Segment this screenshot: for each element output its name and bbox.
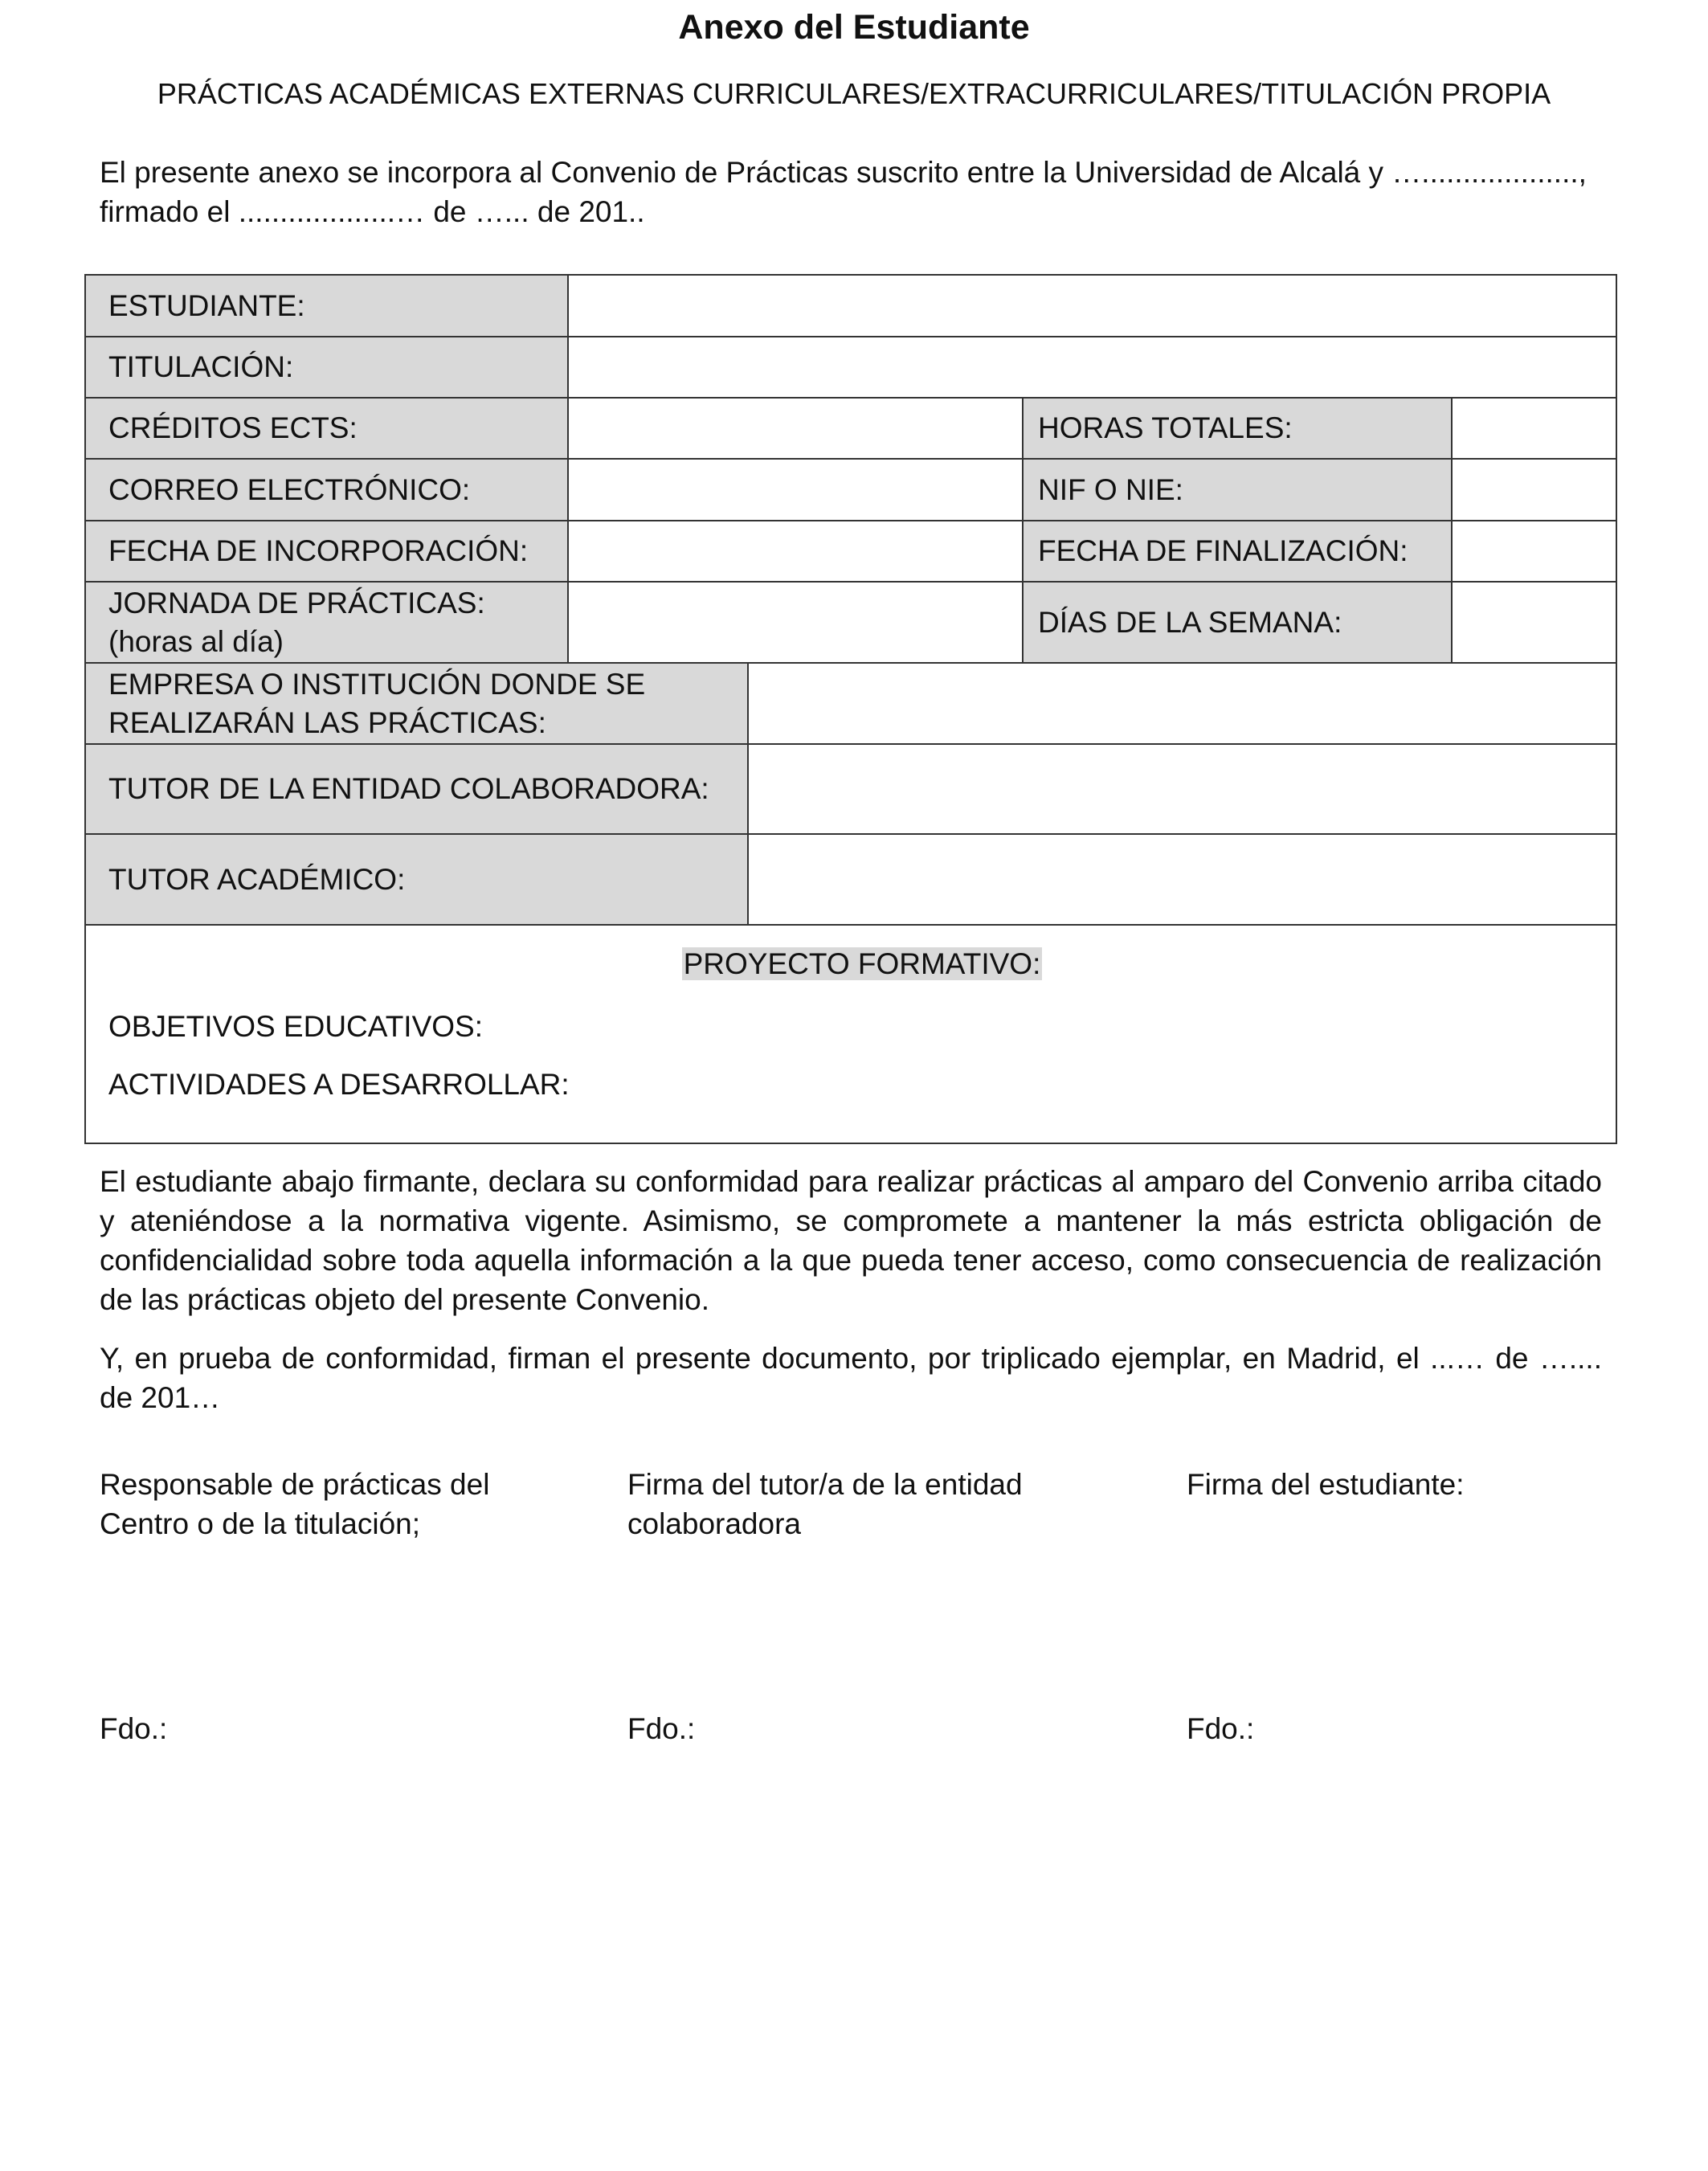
signature-responsable [100, 1465, 489, 1543]
table-row [85, 744, 1616, 834]
correo-label: CORREO ELECTRÓNICO: [85, 459, 568, 521]
dias-semana-field[interactable] [1452, 582, 1616, 663]
fdo-responsable: Fdo.: [100, 1712, 168, 1745]
empresa-field[interactable] [748, 663, 1616, 744]
proyecto-formativo-title: PROYECTO FORMATIVO: [683, 947, 1041, 980]
correo-field[interactable] [568, 459, 1023, 521]
fecha-finalizacion-label: FECHA DE FINALIZACIÓN: [1023, 521, 1452, 582]
tutor-line-2: colaboradora [627, 1507, 801, 1540]
table-row [85, 663, 1616, 744]
table-row [85, 834, 1616, 925]
empresa-label-line-2: REALIZARÁN LAS PRÁCTICAS: [108, 705, 546, 739]
tutor-academico-label: TUTOR ACADÉMICO: [85, 834, 748, 925]
jornada-label-line-1: JORNADA DE PRÁCTICAS: [108, 586, 485, 619]
table-row [85, 337, 1616, 398]
tutor-entidad-label: TUTOR DE LA ENTIDAD COLABORADORA: [85, 744, 748, 834]
fecha-finalizacion-field[interactable] [1452, 521, 1616, 582]
intro-line-1: El presente anexo se incorpora al Convenio de Prácticas suscrito entre la Universidad de Alcalá y …..................., [100, 156, 1587, 189]
declaration-line-3: confidencialidad sobre toda aquella información a la que pueda tener acceso, como consecuencia de realización [100, 1244, 1602, 1277]
intro-paragraph [100, 153, 1602, 231]
tutor-entidad-field[interactable] [748, 744, 1616, 834]
signature-estudiante [1187, 1465, 1465, 1504]
responsable-line-2: Centro o de la titulación; [100, 1507, 421, 1540]
proyecto-formativo-heading [108, 945, 1616, 983]
empresa-label-line-1: EMPRESA O INSTITUCIÓN DONDE SE [108, 667, 646, 701]
signature-tutor [627, 1465, 1023, 1543]
horas-totales-label: HORAS TOTALES: [1023, 398, 1452, 459]
declaration-paragraph [100, 1162, 1602, 1319]
proyecto-formativo-cell[interactable] [85, 925, 1616, 1143]
intro-line-2: firmado el ...................… de …... de 201.. [100, 195, 645, 228]
empresa-label [85, 663, 748, 744]
estudiante-label: ESTUDIANTE: [85, 275, 568, 337]
titulacion-label: TITULACIÓN: [85, 337, 568, 398]
fecha-incorporacion-label: FECHA DE INCORPORACIÓN: [85, 521, 568, 582]
table-row [85, 521, 1616, 582]
tutor-academico-field[interactable] [748, 834, 1616, 925]
conformity-line-1: Y, en prueba de conformidad, firman el presente documento, por triplicado ejemplar, en Madrid, el ...… de ….... [100, 1342, 1602, 1375]
objetivos-label: OBJETIVOS EDUCATIVOS: [108, 1010, 484, 1043]
table-row [85, 398, 1616, 459]
titulacion-field[interactable] [568, 337, 1616, 398]
dias-semana-label: DÍAS DE LA SEMANA: [1023, 582, 1452, 663]
table-row [85, 459, 1616, 521]
jornada-label [85, 582, 568, 663]
document-title: Anexo del Estudiante [678, 8, 1030, 47]
fdo-estudiante: Fdo.: [1187, 1712, 1255, 1745]
actividades-label: ACTIVIDADES A DESARROLLAR: [108, 1068, 570, 1101]
fecha-incorporacion-field[interactable] [568, 521, 1023, 582]
table-row [85, 925, 1616, 1143]
fdo-tutor: Fdo.: [627, 1712, 696, 1745]
jornada-label-line-2: (horas al día) [108, 624, 284, 658]
creditos-label: CRÉDITOS ECTS: [85, 398, 568, 459]
estudiante-field[interactable] [568, 275, 1616, 337]
tutor-line-1: Firma del tutor/a de la entidad [627, 1468, 1023, 1501]
jornada-field[interactable] [568, 582, 1023, 663]
horas-totales-field[interactable] [1452, 398, 1616, 459]
table-row [85, 275, 1616, 337]
declaration-line-2: y ateniéndose a la normativa vigente. Asimismo, se compromete a mantener la más estricta obligación de [100, 1204, 1602, 1237]
declaration-line-4: de las prácticas objeto del presente Convenio. [100, 1283, 709, 1316]
responsable-line-1: Responsable de prácticas del [100, 1468, 490, 1501]
table-row [85, 582, 1616, 663]
conformity-paragraph [100, 1339, 1602, 1417]
student-form-table [84, 274, 1617, 1144]
conformity-line-2: de 201… [100, 1381, 221, 1414]
estudiante-signature-label: Firma del estudiante: [1187, 1468, 1465, 1501]
document-subtitle: PRÁCTICAS ACADÉMICAS EXTERNAS CURRICULARES/EXTRACURRICULARES/TITULACIÓN PROPIA [157, 77, 1551, 110]
nif-field[interactable] [1452, 459, 1616, 521]
creditos-field[interactable] [568, 398, 1023, 459]
declaration-line-1: El estudiante abajo firmante, declara su conformidad para realizar prácticas al amparo del Convenio arriba citado [100, 1165, 1602, 1198]
nif-label: NIF O NIE: [1023, 459, 1452, 521]
